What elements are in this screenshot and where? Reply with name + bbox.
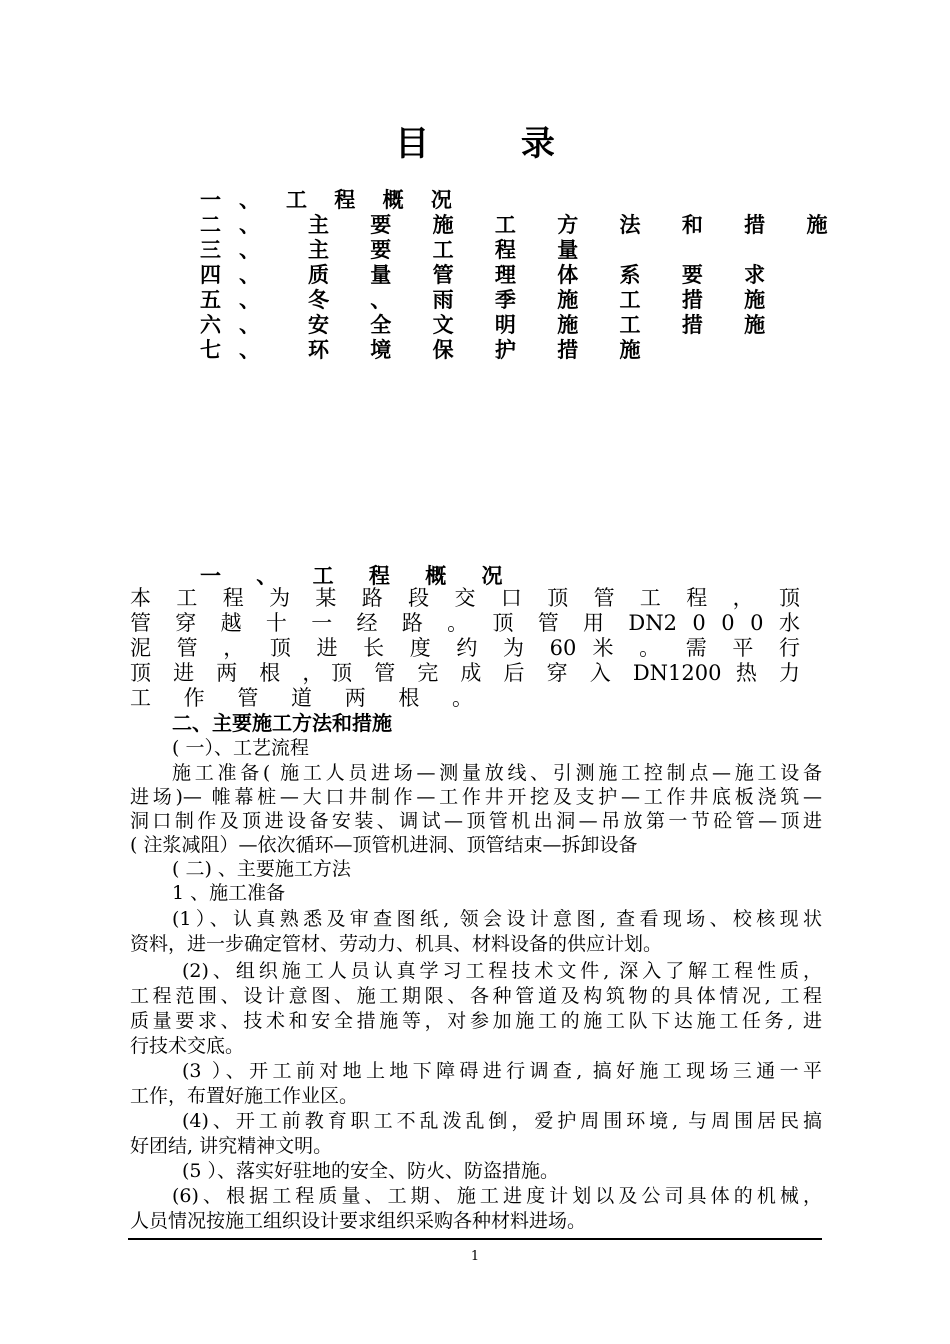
- toc-number: 七、: [200, 337, 278, 362]
- toc-item-1: [200, 187, 760, 212]
- toc-label: 冬 、 雨 季 施 工 措 施: [308, 287, 783, 312]
- paragraph-line: [130, 1059, 822, 1083]
- paragraph-line: [130, 1109, 822, 1133]
- paragraph-line: 顶 进 两 根 ，顶 管 完 成 后 穿 入 DN1200 热 力: [130, 661, 800, 685]
- paragraph-line: 工程范围、设计意图、施工期限、各种管道及构筑物的具体情况, 工程: [130, 985, 822, 1007]
- toc-item-7: [200, 337, 760, 362]
- toc-label: 环 境 保 护 措 施: [308, 337, 658, 362]
- paragraph-line: 人员情况按施工组织设计要求组织采购各种材料进场。: [130, 1210, 587, 1232]
- toc-number: 五、: [200, 287, 278, 312]
- paragraph-text: (1）、认真熟悉及审查图纸, 领会设计意图, 查看现场、校核现状: [172, 908, 822, 930]
- subsection-heading: ( 二) 、主要施工方法: [172, 858, 351, 880]
- paragraph-line: 本 工 程 为 某 路 段 交 口 顶 管 工 程 ， 顶: [130, 586, 800, 610]
- paragraph-line: 泥 管 ， 顶 进 长 度 约 为 60 米 。 需 平 行: [130, 636, 800, 660]
- section-heading: 二、主要施工方法和措施: [172, 711, 392, 735]
- toc-number: 二、: [200, 212, 278, 237]
- paragraph-line: 行技术交底。: [130, 1035, 245, 1057]
- subsection-heading: 1 、施工准备: [172, 882, 286, 904]
- toc-item-5: [200, 287, 783, 312]
- subsection-heading: ( 一）、工艺流程: [172, 737, 309, 759]
- toc-label: 安 全 文 明 施 工 措 施: [308, 312, 783, 337]
- paragraph-line: [130, 761, 822, 785]
- paragraph-text: (6)、根据工程质量、工期、施工进度计划以及公司具体的机械，: [172, 1185, 822, 1207]
- toc-number: 四、: [200, 262, 278, 287]
- paragraph-line: [130, 907, 822, 931]
- toc-label: 工 程 概 况: [286, 187, 462, 212]
- section-heading: 一 、 工 程 概 况: [200, 563, 517, 588]
- page-title: 目 录: [395, 124, 595, 164]
- paragraph-text: (4)、开工前教育职工不乱泼乱倒，爱护周围环境, 与周围居民搞: [182, 1110, 822, 1132]
- toc-item-6: [200, 312, 783, 337]
- paragraph-line: ( 注浆减阻）—依次循环—顶管机进洞、顶管结束—拆卸设备: [130, 834, 638, 856]
- paragraph-line: 管 穿 越 十 一 经 路 。 顶 管 用 DN2 0 0 0 水: [130, 611, 800, 635]
- paragraph-text: (3 ）、开工前对地上地下障碍进行调查, 搞好施工现场三通一平: [182, 1060, 822, 1082]
- toc-number: 三、: [200, 237, 278, 262]
- toc-number: 六、: [200, 312, 278, 337]
- toc-number: 一、: [200, 187, 278, 212]
- toc-label: 主 要 工 程 量: [308, 237, 596, 262]
- paragraph-line: 洞口制作及顶进设备安装、调试—顶管机出洞—吊放第一节砼管—顶进: [130, 810, 822, 832]
- paragraph-line: (5 ）、落实好驻地的安全、防火、防盗措施。: [182, 1160, 560, 1182]
- toc-item-4: [200, 262, 783, 287]
- paragraph-line: 进场)— 帷幕桩—大口井制作—工作井开挖及支护—工作井底板浇筑—: [130, 786, 822, 808]
- footer-divider: [128, 1238, 822, 1240]
- page-number: 1: [470, 1249, 480, 1264]
- paragraph-line: 好团结, 讲究精神文明。: [130, 1135, 333, 1157]
- toc-item-2: [200, 212, 845, 237]
- flow-text: 施工准备( 施工人员进场—测量放线、引测施工控制点—施工设备: [172, 762, 822, 784]
- paragraph-line: 质量要求、技术和安全措施等，对参加施工的施工队下达施工任务, 进: [130, 1010, 822, 1032]
- paragraph-text: (2)、组织施工人员认真学习工程技术文件, 深入了解工程性质，: [182, 960, 822, 982]
- toc-item-3: [200, 237, 760, 262]
- paragraph-line: [130, 1184, 822, 1208]
- paragraph-line: 工作，布置好施工作业区。: [130, 1085, 359, 1107]
- paragraph-line: 资料，进一步确定管材、劳动力、机具、材料设备的供应计划。: [130, 933, 663, 955]
- paragraph-line: [130, 959, 822, 983]
- toc-label: 质 量 管 理 体 系 要 求: [308, 262, 783, 287]
- toc-label: 主 要 施 工 方 法 和 措 施: [308, 212, 845, 237]
- paragraph-line: 工 作 管 道 两 根 。: [130, 686, 487, 710]
